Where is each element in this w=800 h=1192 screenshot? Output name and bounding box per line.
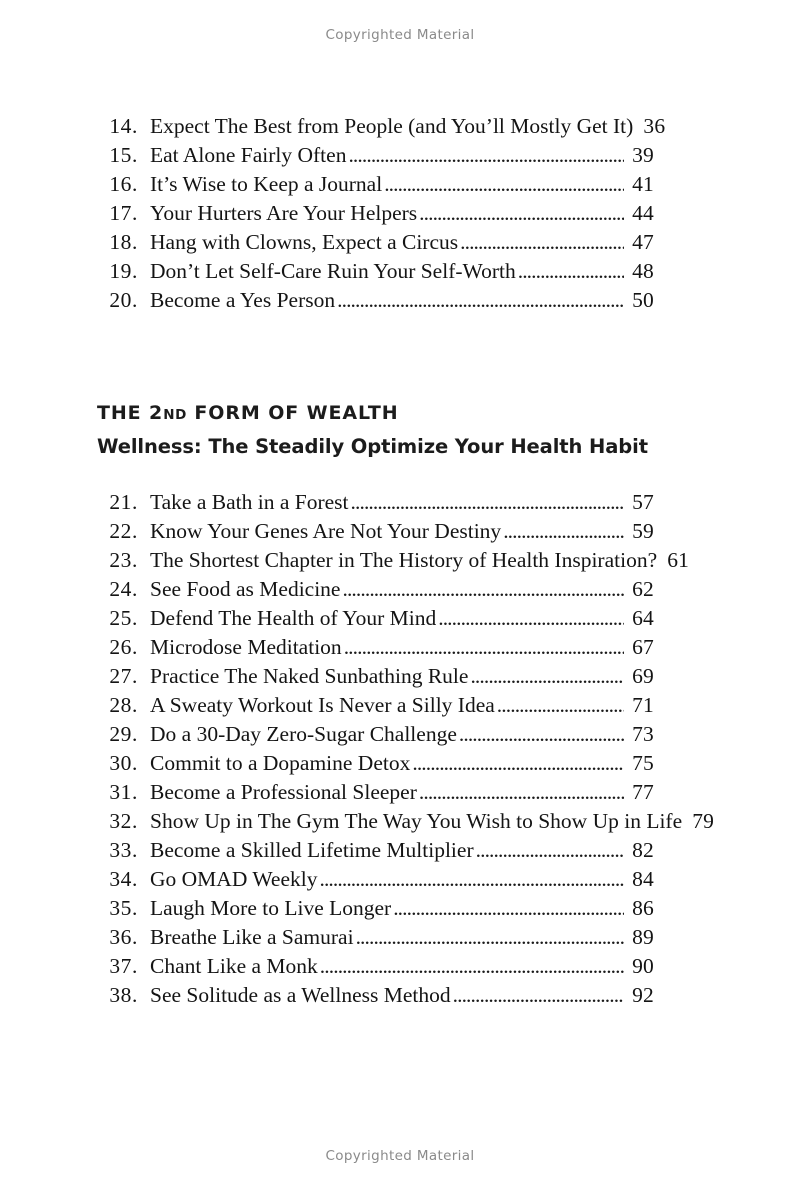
toc-entry-number: 28. — [109, 693, 138, 718]
toc-entry-page-number: 62 — [632, 577, 654, 602]
toc-entry-page-number: 84 — [632, 867, 654, 892]
toc-entry-page-number: 90 — [632, 954, 654, 979]
toc-leader-dots — [460, 228, 624, 257]
toc-entry-page-number: 77 — [632, 780, 654, 805]
toc-entry-number: 35. — [109, 896, 138, 921]
toc-leader-dots — [320, 952, 624, 981]
toc-leader-dots — [393, 894, 624, 923]
toc-entry[interactable] — [97, 633, 654, 662]
toc-entry-page-number: 41 — [632, 172, 654, 196]
toc-entry-number: 18. — [109, 230, 138, 254]
toc-entry-title[interactable]: It’s Wise to Keep a Journal — [150, 172, 383, 196]
toc-entry-title[interactable]: Microdose Meditation — [150, 635, 342, 660]
toc-entry-title[interactable]: Do a 30-Day Zero-Sugar Challenge — [150, 722, 457, 747]
section-heading-block — [97, 403, 654, 457]
toc-entry-number: 38. — [109, 983, 138, 1008]
toc-entry-page-number: 50 — [632, 288, 654, 312]
toc-entry-title[interactable]: A Sweaty Workout Is Never a Silly Idea — [150, 693, 495, 718]
toc-entry-title[interactable]: Chant Like a Monk — [150, 954, 318, 979]
toc-leader-dots — [351, 488, 624, 517]
toc-entry-number: 19. — [109, 259, 138, 283]
toc-entry[interactable] — [97, 517, 654, 546]
toc-list-part-two — [97, 488, 715, 1010]
toc-leader-dots — [384, 170, 624, 199]
toc-entry[interactable] — [97, 749, 654, 778]
section-kicker-suffix: FORM OF WEALTH — [186, 402, 399, 424]
toc-leader-dots — [419, 778, 624, 807]
toc-entry-page-number: 67 — [632, 635, 654, 660]
toc-entry-title[interactable]: Breathe Like a Samurai — [150, 925, 354, 950]
toc-entry-title[interactable]: Become a Professional Sleeper — [150, 780, 417, 805]
toc-entry[interactable] — [97, 923, 654, 952]
section-kicker-ordinal: ND — [163, 407, 187, 423]
toc-entry-page-number: 86 — [632, 896, 654, 921]
toc-entry-page-number: 36 — [643, 114, 666, 138]
toc-entry-number: 21. — [109, 490, 138, 515]
toc-leader-dots — [518, 257, 624, 286]
toc-entry[interactable] — [97, 228, 654, 257]
toc-leader-dots — [459, 720, 624, 749]
toc-entry-number: 33. — [109, 838, 138, 863]
toc-entry[interactable] — [97, 981, 654, 1010]
toc-leader-dots — [319, 865, 624, 894]
toc-entry-title[interactable]: Show Up in The Gym The Way You Wish to Show Up in Life — [150, 809, 683, 834]
toc-leader-dots — [470, 662, 624, 691]
toc-leader-dots — [438, 604, 624, 633]
toc-entry-page-number: 79 — [692, 809, 715, 834]
toc-entry[interactable] — [97, 778, 654, 807]
toc-entry[interactable] — [97, 488, 654, 517]
section-kicker — [97, 403, 654, 424]
toc-entry-page-number: 48 — [632, 259, 654, 283]
toc-entry[interactable] — [97, 691, 654, 720]
toc-entry-number: 32. — [109, 809, 138, 834]
toc-entry-number: 30. — [109, 751, 138, 776]
toc-entry-title[interactable]: Know Your Genes Are Not Your Destiny — [150, 519, 502, 544]
toc-leader-dots — [497, 691, 624, 720]
running-foot-copyright-watermark: Copyrighted Material — [325, 1148, 475, 1164]
toc-entry-number: 22. — [109, 519, 138, 544]
toc-leader-dots — [412, 749, 624, 778]
toc-entry-title[interactable]: See Solitude as a Wellness Method — [150, 983, 451, 1008]
toc-entry[interactable] — [97, 199, 654, 228]
toc-entry-title[interactable]: Defend The Health of Your Mind — [150, 606, 437, 631]
toc-entry-number: 25. — [109, 606, 138, 631]
toc-entry-number: 15. — [109, 143, 138, 167]
toc-entry-title[interactable]: Expect The Best from People (and You’ll Mostly Get It) — [150, 114, 634, 138]
toc-entry[interactable] — [97, 952, 654, 981]
toc-entry-number: 27. — [109, 664, 138, 689]
toc-entry-title[interactable]: Go OMAD Weekly — [150, 867, 318, 892]
toc-entry-page-number: 73 — [632, 722, 654, 747]
toc-entry-page-number: 71 — [632, 693, 654, 718]
section-kicker-prefix: THE 2 — [97, 402, 164, 424]
toc-entry-number: 14. — [109, 114, 138, 138]
toc-entry-number: 17. — [109, 201, 138, 225]
toc-leader-dots — [503, 517, 624, 546]
running-head-copyright-watermark: Copyrighted Material — [325, 27, 475, 43]
toc-entry-number: 24. — [109, 577, 138, 602]
toc-entry[interactable] — [97, 141, 654, 170]
toc-entry-page-number: 47 — [632, 230, 654, 254]
toc-entry-number: 23. — [109, 548, 138, 573]
toc-entry-page-number: 59 — [632, 519, 654, 544]
toc-entry-number: 20. — [109, 288, 138, 312]
toc-entry-page-number: 75 — [632, 751, 654, 776]
toc-entry[interactable] — [97, 662, 654, 691]
toc-entry[interactable] — [97, 836, 654, 865]
toc-leader-dots — [453, 981, 624, 1010]
toc-leader-dots — [476, 836, 624, 865]
toc-entry-number: 37. — [109, 954, 138, 979]
toc-entry-number: 29. — [109, 722, 138, 747]
toc-entry-title[interactable]: Practice The Naked Sunbathing Rule — [150, 664, 469, 689]
toc-leader-dots — [356, 923, 624, 952]
toc-entry-title[interactable]: Hang with Clowns, Expect a Circus — [150, 230, 459, 254]
toc-entry-title[interactable]: Become a Yes Person — [150, 288, 336, 312]
toc-entry[interactable] — [97, 720, 654, 749]
toc-entry-title[interactable]: The Shortest Chapter in The History of Health Inspiration? — [150, 548, 658, 573]
toc-entry-page-number: 44 — [632, 201, 654, 225]
toc-entry[interactable] — [97, 170, 654, 199]
toc-entry-number: 26. — [109, 635, 138, 660]
toc-entry[interactable] — [97, 257, 654, 286]
toc-entry-page-number: 57 — [632, 490, 654, 515]
toc-entry-number: 36. — [109, 925, 138, 950]
toc-entry-page-number: 82 — [632, 838, 654, 863]
toc-entry-number: 16. — [109, 172, 138, 196]
toc-entry[interactable] — [97, 807, 715, 836]
toc-entry[interactable] — [97, 546, 690, 575]
toc-entry[interactable] — [97, 865, 654, 894]
toc-entry-title[interactable]: Don’t Let Self-Care Ruin Your Self-Worth — [150, 259, 516, 283]
toc-entry-title[interactable]: Laugh More to Live Longer — [150, 896, 392, 921]
toc-leader-dots — [419, 199, 624, 228]
toc-entry-page-number: 64 — [632, 606, 654, 631]
toc-entry[interactable] — [97, 604, 654, 633]
toc-list-part-one — [97, 112, 666, 315]
toc-leader-dots — [348, 141, 624, 170]
toc-entry[interactable] — [97, 894, 654, 923]
toc-entry-page-number: 69 — [632, 664, 654, 689]
toc-entry-page-number: 61 — [667, 548, 690, 573]
toc-entry-page-number: 39 — [632, 143, 654, 167]
section-subtitle: Wellness: The Steadily Optimize Your Health Habit — [97, 434, 648, 458]
toc-entry-title[interactable]: Take a Bath in a Forest — [150, 490, 349, 515]
toc-entry[interactable] — [97, 112, 666, 141]
toc-leader-dots — [342, 575, 624, 604]
toc-entry-page-number: 89 — [632, 925, 654, 950]
toc-entry-title[interactable]: See Food as Medicine — [150, 577, 341, 602]
toc-entry-title[interactable]: Eat Alone Fairly Often — [150, 143, 347, 167]
toc-entry-title[interactable]: Your Hurters Are Your Helpers — [150, 201, 418, 225]
toc-leader-dots — [337, 286, 624, 315]
toc-entry-title[interactable]: Become a Skilled Lifetime Multiplier — [150, 838, 474, 863]
toc-leader-dots — [344, 633, 624, 662]
toc-entry-page-number: 92 — [632, 983, 654, 1008]
toc-entry[interactable] — [97, 575, 654, 604]
toc-entry-title[interactable]: Commit to a Dopamine Detox — [150, 751, 411, 776]
toc-entry-number: 34. — [109, 867, 138, 892]
table-of-contents — [97, 112, 715, 1010]
toc-entry-number: 31. — [109, 780, 138, 805]
toc-entry[interactable] — [97, 286, 654, 315]
